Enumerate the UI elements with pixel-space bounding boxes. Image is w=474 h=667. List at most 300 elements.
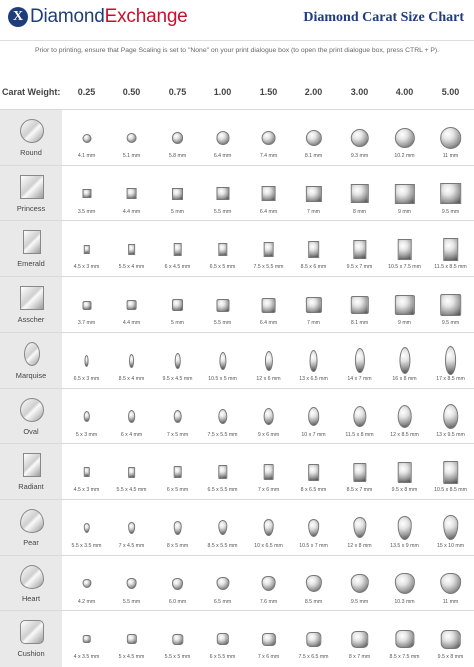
size-cell	[109, 389, 154, 445]
size-label: 8.5 x 7.5 mm	[389, 654, 420, 661]
size-label: 5.5 x 4.5 mm	[116, 487, 147, 494]
carat-col-header: 4.00	[395, 87, 414, 97]
size-cell	[155, 221, 200, 277]
size-cell	[291, 333, 336, 389]
size-cell	[64, 333, 109, 389]
size-label: 13.5 x 9 mm	[390, 542, 419, 549]
size-label: 10.5 x 7.5 mm	[388, 264, 421, 271]
size-label: 5.5 x 4 mm	[118, 264, 145, 271]
size-label: 4.5 x 3 mm	[73, 487, 100, 494]
shape-label-cell	[0, 611, 62, 667]
carat-weight-label: Carat Weight:	[2, 87, 61, 97]
size-cell	[428, 110, 473, 166]
size-cell	[109, 221, 154, 277]
size-label: 8.5 x 5.5 mm	[207, 542, 238, 549]
size-cell	[64, 556, 109, 612]
size-cell	[291, 166, 336, 222]
size-label: 5.5 mm	[122, 598, 141, 605]
emerald-diamond-icon	[308, 241, 320, 258]
size-cell	[109, 444, 154, 500]
carat-col-header: 5.00	[441, 87, 460, 97]
shape-label-cell	[0, 389, 62, 445]
brand-name	[30, 6, 188, 28]
oval-shape-icon	[20, 398, 44, 422]
shape-row	[0, 109, 474, 166]
size-cell	[428, 221, 473, 277]
shape-row	[0, 555, 474, 612]
asscher-shape-icon	[20, 286, 44, 310]
shape-row	[0, 388, 474, 445]
shape-name: Pear	[23, 537, 39, 547]
size-cell	[200, 110, 245, 166]
round-diamond-icon	[305, 130, 321, 146]
size-label: 15 x 10 mm	[436, 542, 465, 549]
size-cell	[109, 110, 154, 166]
size-label: 10.5 x 8.5 mm	[434, 487, 467, 494]
radiant-diamond-icon	[128, 467, 136, 478]
size-cell	[246, 221, 291, 277]
size-cell	[337, 611, 382, 667]
emerald-diamond-icon	[128, 244, 136, 255]
emerald-shape-icon	[23, 230, 41, 254]
shape-row	[0, 276, 474, 333]
pear-diamond-icon	[397, 516, 412, 539]
cushion-diamond-icon	[216, 633, 228, 645]
size-cell	[246, 333, 291, 389]
shape-name: Emerald	[17, 259, 45, 269]
size-label: 4.2 mm	[77, 598, 96, 605]
princess-diamond-icon	[261, 186, 276, 201]
cushion-diamond-icon	[261, 633, 275, 646]
shape-label-cell	[0, 166, 62, 222]
pear-diamond-icon	[173, 521, 182, 535]
cushion-shape-icon	[20, 620, 44, 644]
size-label: 8 x 7 mm	[348, 654, 371, 661]
size-label: 10 x 6.5 mm	[254, 542, 283, 549]
pear-diamond-icon	[443, 515, 459, 540]
shape-name: Cushion	[17, 649, 45, 659]
carat-col-header: 0.50	[122, 87, 141, 97]
size-label: 6 x 4.5 mm	[164, 264, 191, 271]
size-cell	[382, 277, 427, 333]
oval-diamond-icon	[83, 411, 89, 421]
size-label: 4.4 mm	[122, 320, 141, 327]
size-cell	[382, 500, 427, 556]
size-label: 13 x 6.5 mm	[299, 375, 328, 382]
cushion-diamond-icon	[306, 632, 321, 647]
radiant-diamond-icon	[353, 463, 366, 482]
size-cell	[200, 277, 245, 333]
round-diamond-icon	[440, 127, 462, 149]
size-cell	[382, 444, 427, 500]
size-cell	[246, 500, 291, 556]
size-label: 3.7 mm	[77, 320, 96, 327]
carat-col-header: 3.00	[350, 87, 369, 97]
heart-diamond-icon	[126, 578, 137, 589]
pear-diamond-icon	[353, 517, 366, 538]
size-label: 9.3 mm	[350, 153, 369, 159]
size-label: 7.5 x 5.5 mm	[207, 431, 238, 438]
shape-name: Heart	[21, 593, 41, 603]
size-label: 5 mm	[171, 320, 184, 327]
round-diamond-icon	[216, 131, 229, 144]
size-label: 16 x 8 mm	[392, 375, 417, 382]
round-diamond-icon	[394, 128, 414, 148]
print-notice: Prior to printing, ensure that Page Scaling is set to "None" on your print dialogue box (to open the print dialogue box, press CTRL + P).	[34, 47, 440, 54]
size-cell	[64, 221, 109, 277]
size-label: 4.1 mm	[77, 153, 96, 159]
heart-diamond-icon	[350, 574, 368, 592]
size-cell	[291, 444, 336, 500]
oval-diamond-icon	[397, 405, 412, 428]
asscher-diamond-icon	[394, 295, 414, 315]
size-label: 4.5 x 3 mm	[73, 264, 100, 271]
princess-diamond-icon	[440, 183, 462, 205]
shape-name: Princess	[16, 203, 46, 213]
pear-diamond-icon	[218, 520, 227, 535]
size-cell	[382, 110, 427, 166]
size-label: 8 x 5 mm	[166, 542, 189, 549]
marquise-diamond-icon	[445, 346, 457, 375]
size-cell	[428, 556, 473, 612]
size-label: 17 x 8.5 mm	[436, 375, 465, 382]
size-label: 6.4 mm	[259, 208, 278, 215]
size-cell	[382, 166, 427, 222]
carat-col-header: 0.25	[77, 87, 96, 97]
cushion-diamond-icon	[395, 630, 414, 648]
size-label: 12 x 8.5 mm	[390, 431, 419, 438]
marquise-diamond-icon	[129, 354, 135, 369]
size-cell	[246, 611, 291, 667]
shape-label-cell	[0, 221, 62, 277]
shape-label-cell	[0, 277, 62, 333]
size-cell	[428, 389, 473, 445]
size-label: 5.5 x 3.5 mm	[71, 542, 102, 549]
pear-diamond-icon	[308, 519, 320, 538]
size-cell	[155, 556, 200, 612]
size-label: 6.0 mm	[168, 598, 187, 605]
shape-name: Radiant	[18, 482, 44, 492]
size-label: 6.5 x 5 mm	[209, 264, 236, 271]
shape-row	[0, 165, 474, 222]
brand-name-b: Exchange	[104, 6, 188, 27]
shape-label-cell	[0, 444, 62, 500]
size-label: 6.5 x 3 mm	[73, 375, 100, 382]
carat-col-header: 1.00	[213, 87, 232, 97]
size-label: 7 x 5 mm	[166, 431, 189, 438]
size-label: 9.5 x 7 mm	[346, 264, 373, 271]
size-cell	[382, 611, 427, 667]
size-label: 7 mm	[307, 208, 320, 215]
round-diamond-icon	[261, 131, 276, 146]
cushion-diamond-icon	[82, 635, 91, 643]
size-cell	[428, 166, 473, 222]
size-cell	[337, 500, 382, 556]
radiant-diamond-icon	[308, 464, 320, 481]
size-cell	[109, 611, 154, 667]
oval-diamond-icon	[128, 410, 136, 422]
size-cell	[291, 500, 336, 556]
shape-row	[0, 332, 474, 389]
shape-name: Oval	[23, 426, 39, 436]
size-label: 5 x 4.5 mm	[118, 654, 145, 661]
size-cell	[109, 277, 154, 333]
oval-diamond-icon	[218, 409, 227, 424]
radiant-diamond-icon	[83, 467, 89, 476]
princess-diamond-icon	[350, 184, 368, 202]
princess-diamond-icon	[216, 187, 229, 200]
heart-diamond-icon	[394, 573, 414, 593]
size-label: 4 x 3.5 mm	[73, 654, 100, 661]
asscher-diamond-icon	[126, 300, 137, 311]
princess-diamond-icon	[305, 186, 321, 202]
size-label: 9 mm	[398, 320, 411, 327]
size-label: 9.5 x 8 mm	[437, 654, 464, 661]
marquise-diamond-icon	[84, 355, 89, 367]
round-diamond-icon	[126, 133, 137, 144]
size-label: 12 x 8 mm	[347, 542, 372, 549]
size-label: 5.5 mm	[213, 208, 232, 215]
size-cell	[428, 611, 473, 667]
size-cell	[246, 166, 291, 222]
asscher-diamond-icon	[172, 299, 184, 311]
size-label: 9 mm	[398, 208, 411, 215]
radiant-diamond-icon	[443, 461, 459, 484]
oval-diamond-icon	[173, 410, 182, 424]
size-cell	[200, 166, 245, 222]
size-cell	[382, 333, 427, 389]
page-title: Diamond Carat Size Chart	[303, 10, 464, 25]
radiant-diamond-icon	[263, 464, 274, 480]
size-label: 11.5 x 8.5 mm	[434, 264, 467, 271]
round-shape-icon	[20, 119, 44, 143]
pear-diamond-icon	[263, 519, 274, 536]
size-label: 8.5 x 4 mm	[118, 375, 145, 382]
size-cell	[291, 389, 336, 445]
radiant-diamond-icon	[218, 465, 227, 479]
size-cell	[155, 166, 200, 222]
size-label: 6.4 mm	[213, 153, 232, 159]
size-label: 7.5 x 6.5 mm	[298, 654, 329, 661]
emerald-diamond-icon	[83, 245, 89, 254]
cushion-diamond-icon	[172, 634, 183, 645]
size-cell	[337, 389, 382, 445]
marquise-diamond-icon	[264, 351, 272, 371]
emerald-diamond-icon	[353, 240, 366, 259]
size-label: 9.5 x 8 mm	[391, 487, 418, 494]
size-label: 10.5 x 5 mm	[208, 375, 237, 382]
size-label: 7 x 6 mm	[257, 654, 280, 661]
size-cell	[291, 556, 336, 612]
emerald-diamond-icon	[173, 243, 182, 256]
carat-col-header: 2.00	[304, 87, 323, 97]
size-cell	[382, 389, 427, 445]
size-cell	[246, 556, 291, 612]
size-cell	[291, 611, 336, 667]
heart-diamond-icon	[440, 573, 462, 595]
size-cell	[109, 556, 154, 612]
size-cell	[291, 277, 336, 333]
shape-label-cell	[0, 333, 62, 389]
size-cell	[200, 611, 245, 667]
shape-name: Marquise	[15, 370, 47, 380]
cushion-diamond-icon	[440, 630, 461, 649]
shape-label-cell	[0, 556, 62, 612]
size-cell	[155, 444, 200, 500]
size-cell	[64, 500, 109, 556]
size-label: 6 x 4 mm	[120, 431, 143, 438]
size-label: 5.8 mm	[168, 153, 187, 159]
size-label: 6.5 x 5.5 mm	[207, 487, 238, 494]
size-label: 7.5 x 5.5 mm	[253, 264, 284, 271]
size-cell	[200, 221, 245, 277]
size-label: 6.5 mm	[213, 598, 232, 605]
size-label: 10.5 x 7 mm	[299, 542, 328, 549]
size-cell	[200, 500, 245, 556]
size-cell	[246, 444, 291, 500]
size-label: 9.5 x 4.5 mm	[162, 375, 193, 382]
size-cell	[64, 611, 109, 667]
oval-diamond-icon	[308, 407, 320, 426]
size-label: 5.5 x 5 mm	[164, 654, 191, 661]
size-label: 9.5 mm	[350, 598, 369, 605]
size-cell	[64, 389, 109, 445]
heart-shape-icon	[20, 565, 44, 589]
size-cell	[155, 110, 200, 166]
size-label: 8.5 x 6 mm	[300, 264, 327, 271]
carat-col-header: 1.50	[259, 87, 278, 97]
heart-diamond-icon	[305, 575, 321, 591]
size-label: 7.6 mm	[259, 598, 278, 605]
marquise-shape-icon	[24, 342, 40, 366]
size-cell	[64, 444, 109, 500]
heart-diamond-icon	[82, 579, 91, 588]
size-cell	[109, 500, 154, 556]
size-cell	[428, 444, 473, 500]
heart-diamond-icon	[261, 576, 276, 591]
size-label: 7.4 mm	[259, 153, 278, 159]
princess-diamond-icon	[126, 188, 137, 199]
size-label: 5 x 3 mm	[75, 431, 98, 438]
asscher-diamond-icon	[261, 298, 276, 313]
princess-diamond-icon	[394, 184, 414, 204]
size-label: 9 x 6 mm	[257, 431, 280, 438]
size-label: 14 x 7 mm	[347, 375, 372, 382]
round-diamond-icon	[350, 129, 368, 147]
heart-diamond-icon	[172, 578, 184, 590]
shape-row	[0, 499, 474, 556]
marquise-diamond-icon	[354, 348, 364, 373]
oval-diamond-icon	[263, 408, 274, 425]
marquise-diamond-icon	[399, 347, 410, 374]
asscher-diamond-icon	[216, 299, 229, 312]
round-diamond-icon	[172, 132, 184, 144]
marquise-diamond-icon	[219, 352, 226, 370]
header-divider	[0, 40, 474, 41]
size-label: 9.5 mm	[441, 208, 460, 215]
size-cell	[109, 166, 154, 222]
header	[0, 0, 474, 36]
size-label: 6 x 5.5 mm	[209, 654, 236, 661]
size-cell	[200, 556, 245, 612]
size-label: 5 mm	[171, 208, 184, 215]
size-label: 13 x 9.5 mm	[436, 431, 465, 438]
cushion-diamond-icon	[351, 631, 369, 648]
size-cell	[337, 277, 382, 333]
size-cell	[200, 333, 245, 389]
oval-diamond-icon	[443, 404, 459, 429]
size-cell	[200, 389, 245, 445]
size-label: 11 mm	[442, 153, 459, 159]
shape-name: Round	[20, 148, 42, 157]
size-cell	[155, 389, 200, 445]
carat-col-header: 0.75	[168, 87, 187, 97]
emerald-diamond-icon	[443, 238, 459, 261]
size-cell	[155, 500, 200, 556]
size-cell	[428, 500, 473, 556]
shape-row	[0, 610, 474, 667]
size-cell	[337, 166, 382, 222]
size-cell	[64, 166, 109, 222]
size-cell	[337, 221, 382, 277]
size-label: 5.1 mm	[122, 153, 141, 159]
size-label: 9.5 mm	[441, 320, 460, 327]
size-cell	[64, 277, 109, 333]
size-label: 6 x 5 mm	[166, 487, 189, 494]
size-label: 10 x 7 mm	[301, 431, 326, 438]
shape-label-cell	[0, 500, 62, 556]
size-label: 8.1 mm	[350, 320, 369, 327]
size-cell	[246, 277, 291, 333]
size-cell	[64, 110, 109, 166]
size-label: 5.5 mm	[213, 320, 232, 327]
size-label: 12 x 6 mm	[256, 375, 281, 382]
size-cell	[155, 277, 200, 333]
cushion-diamond-icon	[126, 634, 136, 644]
brand-logo[interactable]	[8, 6, 188, 28]
size-label: 7 x 4.5 mm	[118, 542, 145, 549]
size-cell	[200, 444, 245, 500]
asscher-diamond-icon	[82, 301, 91, 310]
diamond-exchange-logo-icon: X	[8, 7, 28, 27]
size-label: 11 mm	[442, 598, 459, 605]
asscher-diamond-icon	[350, 296, 368, 314]
size-label: 10.3 mm	[394, 598, 415, 605]
heart-diamond-icon	[216, 577, 229, 590]
radiant-diamond-icon	[173, 466, 182, 479]
shape-name: Asscher	[17, 315, 45, 325]
radiant-shape-icon	[23, 453, 41, 477]
asscher-diamond-icon	[305, 297, 321, 313]
size-cell	[337, 333, 382, 389]
size-label: 8 mm	[353, 208, 366, 215]
shape-row	[0, 220, 474, 277]
size-cell	[246, 110, 291, 166]
size-label: 4.4 mm	[122, 208, 141, 215]
radiant-diamond-icon	[397, 462, 412, 483]
size-label: 3.5 mm	[77, 208, 96, 215]
size-label: 11.5 x 8 mm	[345, 431, 374, 438]
round-diamond-icon	[82, 134, 91, 143]
size-cell	[291, 110, 336, 166]
size-cell	[382, 221, 427, 277]
size-label: 8.5 x 7 mm	[346, 487, 373, 494]
size-cell	[337, 444, 382, 500]
size-cell	[291, 221, 336, 277]
oval-diamond-icon	[353, 406, 366, 427]
size-cell	[155, 611, 200, 667]
princess-diamond-icon	[82, 189, 91, 198]
